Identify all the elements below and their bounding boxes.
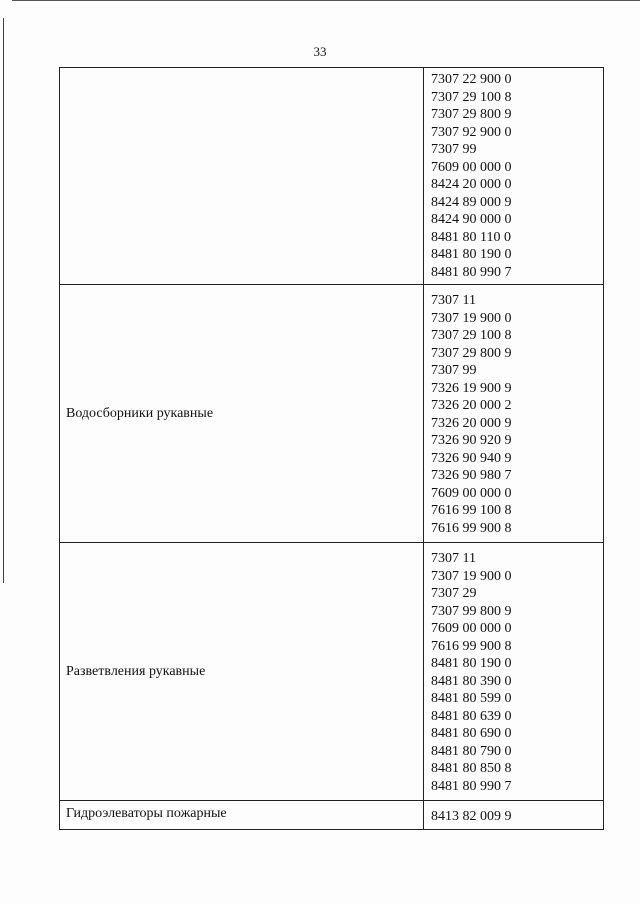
hs-code: 7307 11 [431, 551, 476, 566]
hs-code: 7616 99 100 8 [431, 503, 512, 518]
hs-code: 8424 20 000 0 [431, 177, 512, 192]
product-name: Водосборники рукавные [66, 405, 214, 421]
table-row [60, 801, 604, 830]
table-row [60, 285, 604, 543]
hs-code: 7326 19 900 9 [431, 380, 512, 396]
hs-code: 7307 22 900 0 [431, 72, 512, 87]
hs-code: 7307 99 [431, 142, 477, 157]
hs-code: 8413 82 009 9 [431, 809, 512, 824]
page-edge-top [12, 0, 640, 1]
hs-code: 7307 19 900 0 [431, 310, 512, 326]
codes-cell [424, 801, 604, 830]
hs-code: 7326 90 920 9 [431, 433, 512, 448]
page-number: 33 [313, 44, 327, 59]
hs-code: 8481 80 190 0 [431, 247, 512, 262]
hs-code: 8424 89 000 9 [431, 194, 512, 210]
product-code-table [59, 67, 604, 830]
hs-code: 7326 20 000 9 [431, 415, 512, 431]
hs-code: 8481 80 190 0 [431, 656, 512, 671]
hs-code: 7307 19 900 0 [431, 568, 512, 584]
codes-cell [424, 543, 604, 801]
product-name-cell [60, 68, 424, 285]
product-name: Разветвления рукавные [66, 663, 206, 679]
hs-code: 7307 99 [431, 363, 477, 378]
hs-code: 7307 92 900 0 [431, 124, 512, 140]
hs-code: 7616 99 900 8 [431, 520, 512, 536]
hs-code: 7307 29 100 8 [431, 328, 512, 343]
hs-code: 7307 11 [431, 293, 476, 308]
hs-code: 7307 29 800 9 [431, 107, 512, 122]
hs-code: 7326 90 980 7 [431, 468, 512, 483]
hs-code: 7609 00 000 0 [431, 159, 512, 175]
hs-code: 8481 80 990 7 [431, 778, 512, 794]
hs-code: 7326 20 000 2 [431, 398, 512, 413]
hs-code: 7307 29 800 9 [431, 345, 512, 361]
page-edge-left [3, 18, 4, 583]
hs-code: 8481 80 690 0 [431, 726, 512, 741]
hs-code: 8481 80 850 8 [431, 761, 512, 776]
product-name: Гидроэлеваторы пожарные [66, 806, 227, 821]
hs-code: 8481 80 390 0 [431, 673, 512, 689]
hs-code: 7609 00 000 0 [431, 621, 512, 636]
hs-code: 7616 99 900 8 [431, 638, 512, 654]
codes-cell [424, 285, 604, 543]
table-row [60, 543, 604, 801]
product-name-cell [60, 285, 424, 543]
hs-code: 8481 80 110 0 [431, 229, 511, 245]
hs-code: 7326 90 940 9 [431, 450, 512, 466]
hs-code: 8481 80 639 0 [431, 708, 512, 724]
hs-code: 8424 90 000 0 [431, 212, 512, 227]
hs-code: 7307 99 800 9 [431, 603, 512, 619]
hs-code: 7609 00 000 0 [431, 485, 512, 501]
codes-cell [424, 68, 604, 285]
product-name-cell [60, 543, 424, 801]
hs-code: 7307 29 100 8 [431, 89, 512, 105]
hs-code: 8481 80 599 0 [431, 691, 512, 706]
product-name-cell [60, 801, 424, 830]
hs-code: 8481 80 990 7 [431, 264, 512, 280]
hs-code: 8481 80 790 0 [431, 743, 512, 759]
table-row [60, 68, 604, 285]
hs-code: 7307 29 [431, 586, 477, 601]
